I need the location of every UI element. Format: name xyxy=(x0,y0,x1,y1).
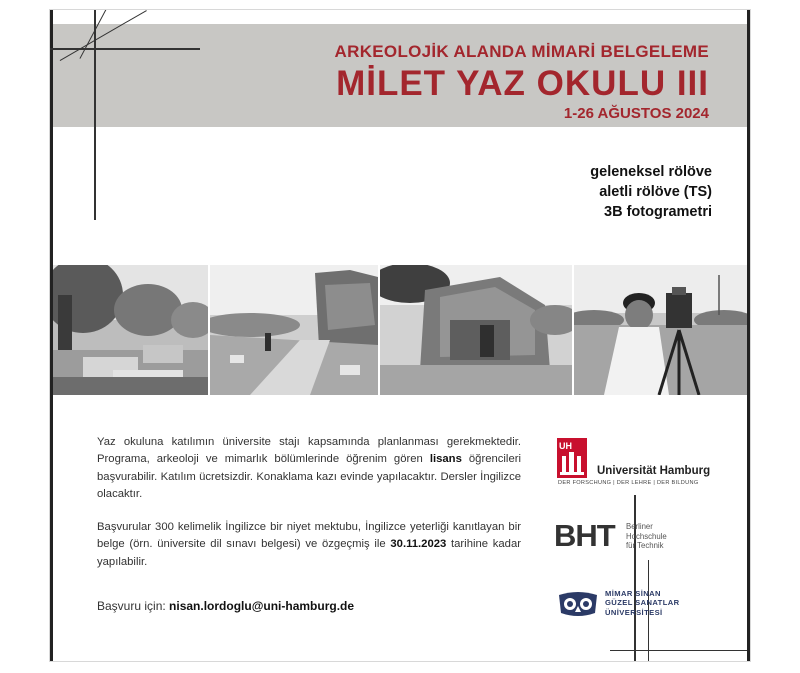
bht-line: Berliner xyxy=(626,522,653,531)
photo-path-ruins xyxy=(210,265,378,395)
bht-line: für Technik xyxy=(626,541,664,550)
paragraph-application xyxy=(97,519,521,571)
uhh-tagline: DER FORSCHUNG | DER LEHRE | DER BILDUNG xyxy=(558,480,699,486)
photo-strip xyxy=(53,265,747,395)
method-item: geleneksel rölöve xyxy=(590,164,712,180)
bht-line: Hochschule xyxy=(626,531,667,541)
method-item: 3B fotogrametri xyxy=(604,204,712,220)
text: Başvurular 300 kelimelik İngilizce bir niyet mektubu, İngilizce yeterliği kanıtlayan bir belge (örn. üniversite dil sınavı belgesi) ve özgeçmiş ile xyxy=(97,521,521,551)
photo-ruins-trees xyxy=(53,265,208,395)
contact-email: nisan.lordoglu@uni-hamburg.de xyxy=(169,599,355,613)
uhh-logo xyxy=(557,438,717,488)
text: Yaz okuluna katılımın üniversite stajı kapsamında planlanması gerekmektedir. Programa, arkeoloji ve mimarlık bölümlerinde öğrenim gören xyxy=(97,436,521,466)
bht-mark: BHT xyxy=(554,518,615,553)
left-margin xyxy=(0,0,50,673)
text: tarihine kadar yapılabilir. xyxy=(97,538,522,568)
msgsu-name xyxy=(605,589,680,617)
msgsu-logo xyxy=(557,589,747,629)
header-subtitle: ARKEOLOJİK ALANDA MİMARİ BELGELEME xyxy=(334,42,709,61)
header-band xyxy=(53,24,747,127)
msgsu-line: MİMAR SİNAN xyxy=(605,589,661,598)
poster-right-border xyxy=(747,10,750,661)
text: öğrencileri başvurabilir. Katılım ücretsizdir. Konaklama kazı evinde yapılacaktır. Dersler İngilizce olacaktır. xyxy=(97,453,521,500)
contact-line xyxy=(97,599,354,613)
msgsu-line: ÜNİVERSİTESİ xyxy=(605,607,663,617)
owl-icon xyxy=(557,591,599,617)
bht-full-name xyxy=(626,522,667,551)
paragraph-eligibility xyxy=(97,434,521,503)
uhh-name: Universität Hamburg xyxy=(597,465,711,477)
photo-stone-wall xyxy=(380,265,572,395)
deadline-date: 30.11.2023 xyxy=(390,538,447,551)
method-item: aletli rölöve (TS) xyxy=(599,184,712,200)
header-title: MİLET YAZ OKULU III xyxy=(336,64,709,103)
msgsu-line: GÜZEL SANATLAR xyxy=(605,598,680,608)
photo-surveyor xyxy=(574,265,747,395)
bht-logo xyxy=(554,516,734,566)
uhh-mark-text: UH xyxy=(559,441,572,451)
deco-horizontal-line-bottom xyxy=(610,650,747,651)
emphasis-lisans: lisans xyxy=(429,453,462,466)
description xyxy=(97,434,521,587)
header-dates: 1-26 AĞUSTOS 2024 xyxy=(563,105,709,122)
methods-list xyxy=(590,162,712,222)
poster xyxy=(50,10,750,661)
contact-label: Başvuru için: xyxy=(97,599,170,613)
deco-horizontal-line xyxy=(50,48,200,50)
uhh-mark-icon xyxy=(557,438,593,478)
